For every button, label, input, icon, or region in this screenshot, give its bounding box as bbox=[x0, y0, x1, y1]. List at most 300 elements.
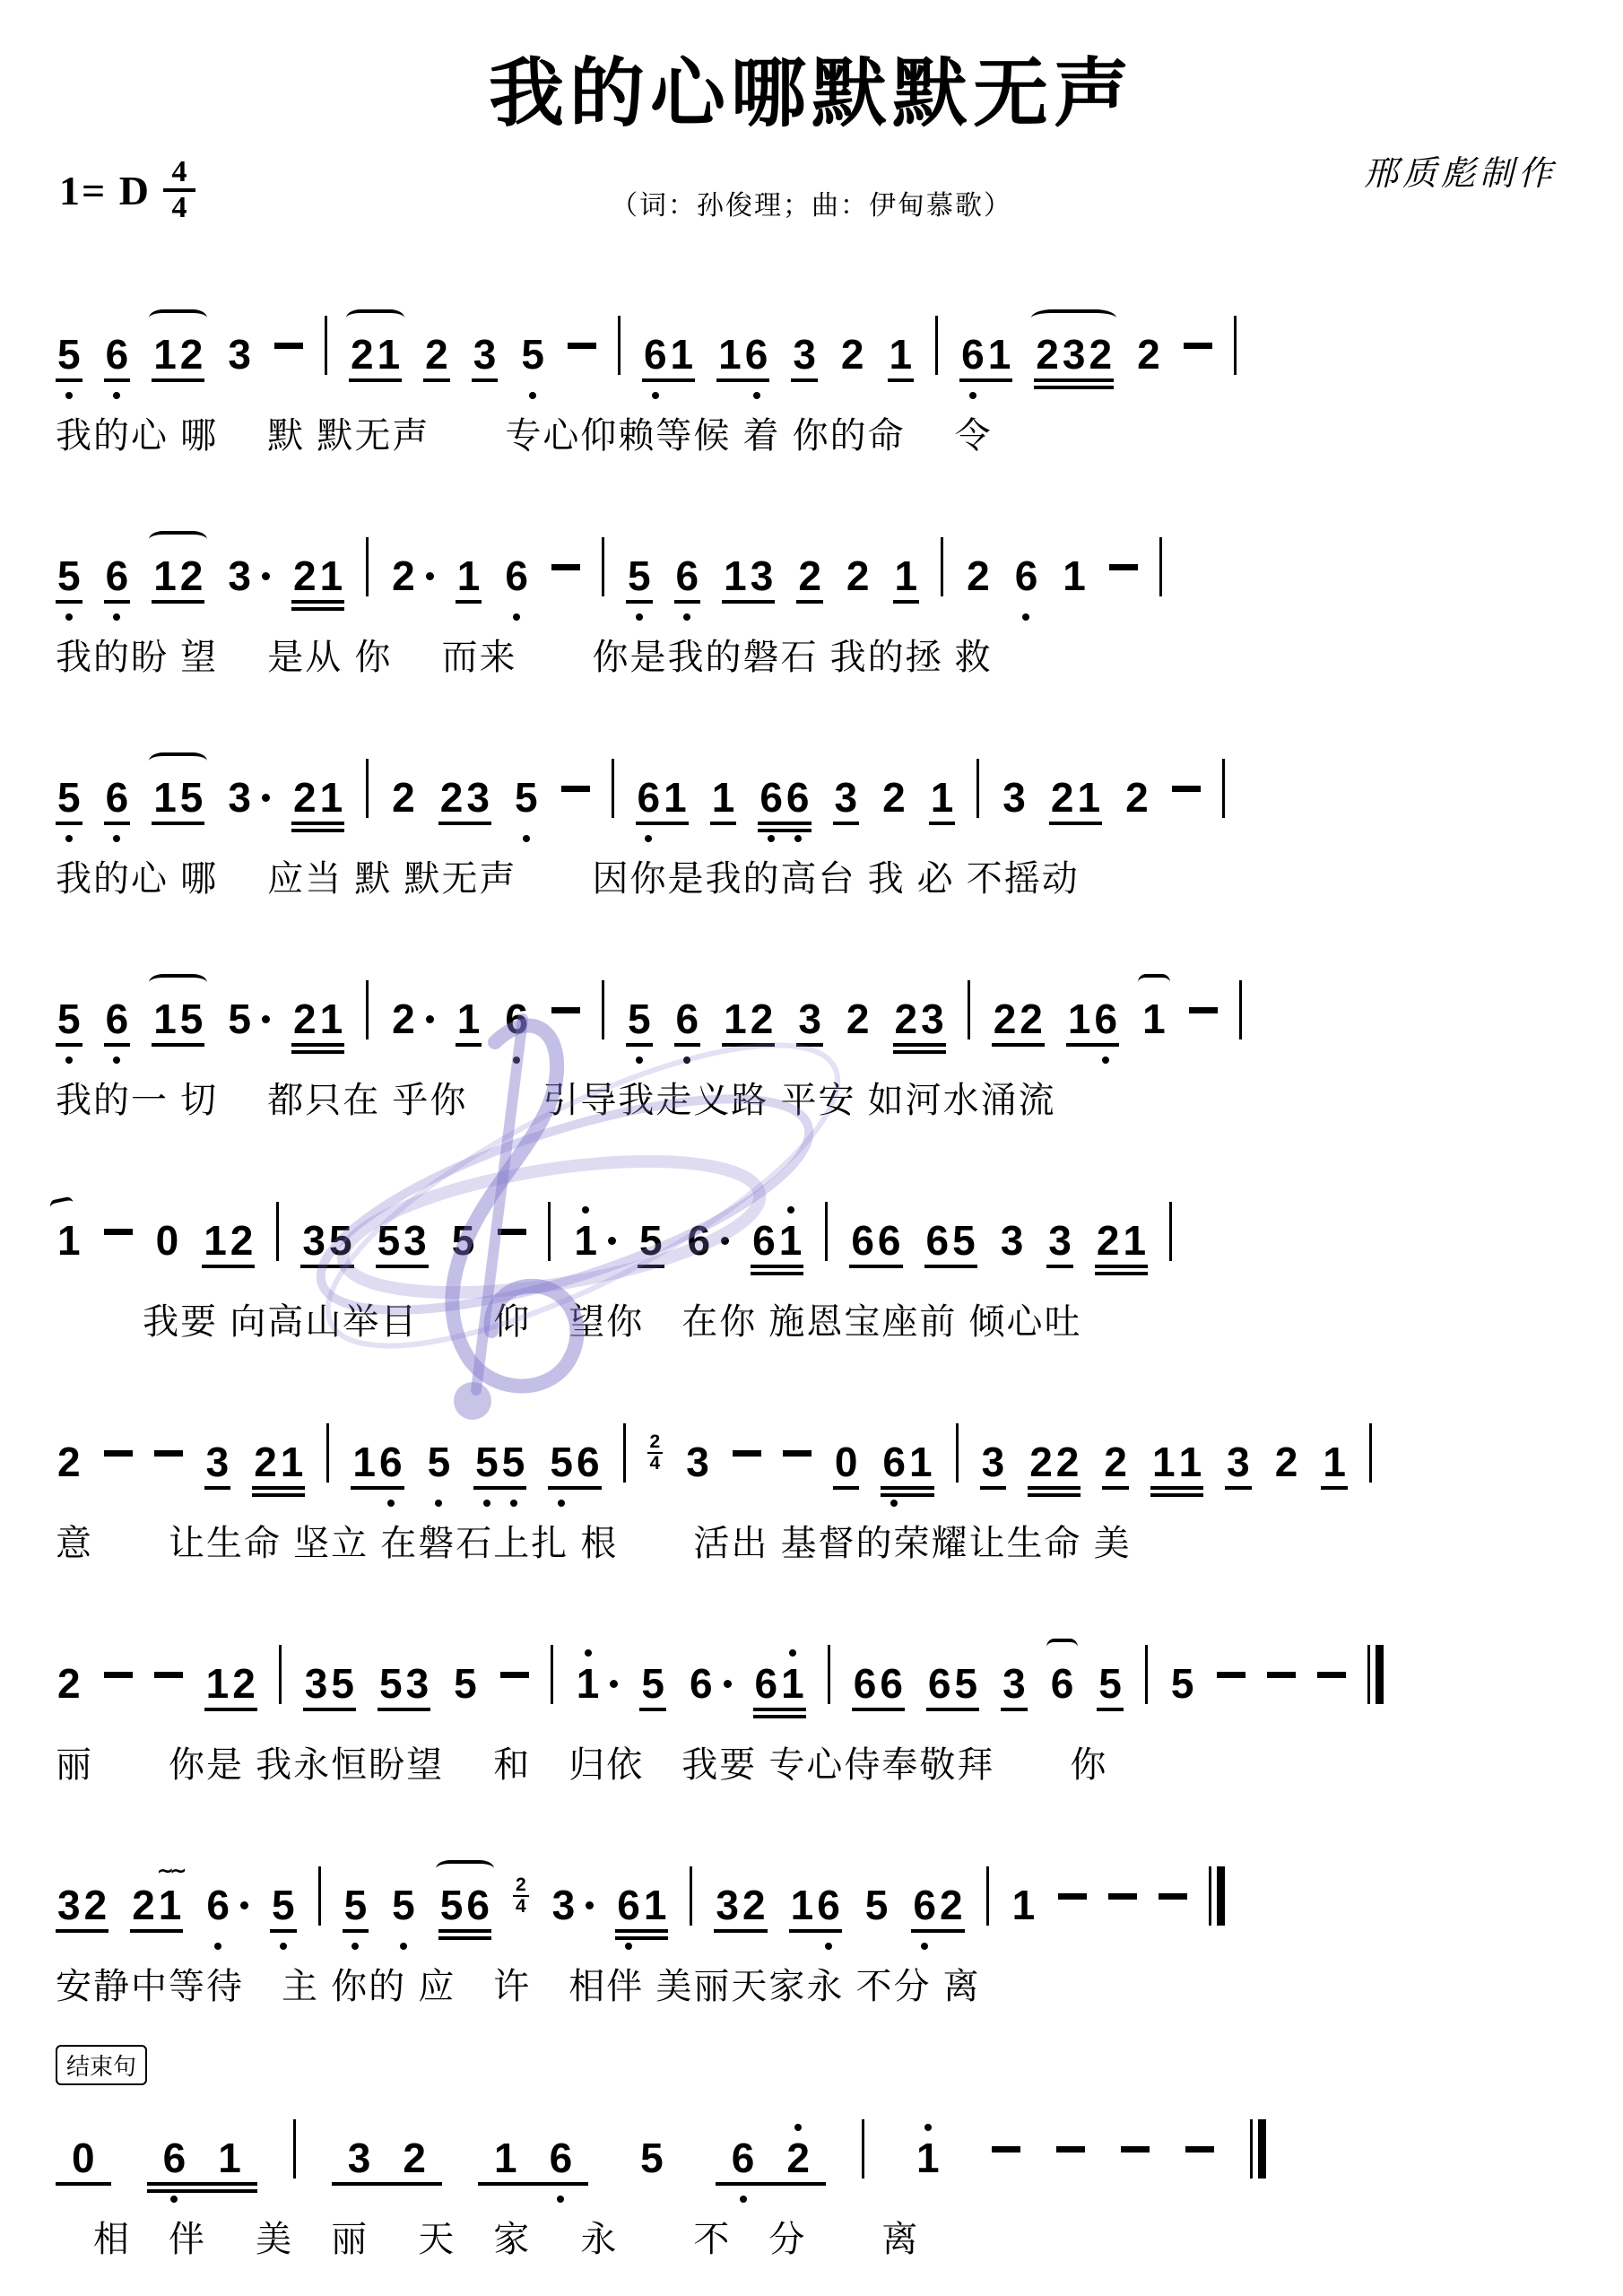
note-digit: 1 bbox=[724, 552, 747, 600]
note-digit: 1 ∼∼ bbox=[157, 1859, 184, 1929]
score-system bbox=[56, 1839, 1567, 2009]
barline bbox=[293, 2119, 296, 2179]
note-digit: 6 bbox=[105, 996, 129, 1043]
beam-line bbox=[423, 378, 450, 382]
note-digit: 1 bbox=[1077, 774, 1101, 822]
score-system bbox=[56, 953, 1567, 1123]
note-group bbox=[519, 331, 546, 378]
note-digit: 1 bbox=[1142, 996, 1166, 1043]
note-group bbox=[56, 1882, 108, 1929]
note-digit: 2 bbox=[798, 552, 821, 600]
augmentation-dot bbox=[262, 1015, 270, 1023]
note-group bbox=[1169, 1660, 1196, 1708]
note-digit: 6 bbox=[162, 2135, 187, 2182]
note-digit: 1 bbox=[319, 552, 343, 600]
note-digit: 1 bbox=[576, 1660, 600, 1708]
note-digit: 6 bbox=[105, 552, 129, 600]
note-digit: 3 bbox=[551, 1882, 576, 1929]
barline bbox=[941, 537, 943, 596]
note-group bbox=[1049, 1660, 1076, 1708]
note-group bbox=[438, 1882, 491, 1929]
beam-line bbox=[351, 1486, 404, 1490]
note-group bbox=[130, 1859, 184, 1929]
notation-line bbox=[56, 1839, 1567, 1952]
beam-line bbox=[1097, 1708, 1124, 1711]
beam-line bbox=[722, 600, 775, 604]
note-group bbox=[1273, 1439, 1300, 1486]
note-group bbox=[104, 331, 131, 378]
note-group bbox=[924, 1217, 977, 1265]
key-signature bbox=[59, 156, 195, 224]
notation-line bbox=[56, 1175, 1567, 1288]
note-digit: 6 bbox=[206, 1882, 230, 1929]
note-digit: 1 bbox=[889, 331, 913, 378]
duration-dash bbox=[568, 343, 596, 349]
note-digit: 5 bbox=[331, 1660, 354, 1708]
note-group bbox=[226, 774, 270, 822]
beam-line bbox=[753, 1715, 806, 1718]
note-group bbox=[714, 1882, 767, 1929]
beam-line bbox=[1001, 1708, 1028, 1711]
note-digit: 2 bbox=[1137, 331, 1160, 378]
beam-line bbox=[130, 1929, 183, 1933]
beam-line bbox=[710, 822, 737, 825]
notation-line bbox=[56, 953, 1567, 1066]
note-digit: 2 bbox=[292, 996, 317, 1043]
note-digit: 3 bbox=[793, 331, 816, 378]
note-group bbox=[503, 996, 530, 1043]
note-digit: 2 bbox=[1125, 774, 1149, 822]
note-group bbox=[390, 1882, 417, 1929]
note-group bbox=[270, 1882, 297, 1929]
note-digit: 3 bbox=[347, 2135, 371, 2182]
beam-line bbox=[642, 378, 695, 382]
barline bbox=[986, 1866, 989, 1926]
note-digit: 1 bbox=[1323, 1439, 1346, 1486]
beam-line bbox=[980, 1486, 1007, 1490]
note-digit: 5 bbox=[377, 1217, 401, 1265]
barline bbox=[279, 1645, 282, 1704]
tie-arc bbox=[149, 752, 207, 770]
beam-line bbox=[716, 2182, 826, 2186]
beam-line bbox=[343, 1929, 369, 1933]
note-digit: 3 bbox=[834, 774, 858, 822]
duration-dash bbox=[561, 786, 590, 792]
barline bbox=[976, 759, 979, 818]
note-digit: 2 bbox=[882, 774, 906, 822]
note-digit: 6 bbox=[817, 1882, 840, 1929]
duration-dash bbox=[992, 2146, 1020, 2152]
beam-line bbox=[881, 1493, 933, 1497]
note-digit: 3 bbox=[405, 1660, 430, 1708]
beam-line bbox=[56, 378, 82, 382]
beam-line bbox=[202, 1265, 255, 1268]
note-digit: 1 bbox=[153, 552, 177, 600]
beam-line bbox=[152, 600, 204, 604]
beam-line bbox=[626, 1043, 653, 1047]
note-digit: 1 bbox=[456, 996, 481, 1043]
note-digit: 6 bbox=[785, 774, 810, 822]
beam-line bbox=[615, 1929, 668, 1933]
duration-dash bbox=[500, 1672, 529, 1678]
beam-line bbox=[1034, 378, 1114, 382]
beam-line bbox=[1066, 1043, 1119, 1047]
note-digit: 1 bbox=[781, 1660, 804, 1708]
note-digit: 2 bbox=[1089, 331, 1113, 378]
note-digit: 2 bbox=[350, 331, 374, 378]
final-barline bbox=[1250, 2119, 1266, 2179]
beam-line bbox=[1028, 1493, 1081, 1497]
note-group bbox=[1097, 1660, 1124, 1708]
note-digit: 6 bbox=[853, 1660, 877, 1708]
beam-line bbox=[833, 822, 860, 825]
note-group bbox=[204, 1660, 257, 1708]
note-group bbox=[291, 552, 344, 600]
beam-line bbox=[270, 1929, 297, 1933]
note-group bbox=[642, 331, 695, 378]
beam-line bbox=[929, 822, 956, 825]
note-digit: 3 bbox=[228, 552, 251, 600]
barline bbox=[690, 1866, 692, 1926]
note-group bbox=[390, 552, 434, 600]
note-digit: 2 bbox=[840, 331, 864, 378]
note-digit: 1 bbox=[204, 1217, 227, 1265]
duration-dash bbox=[783, 1450, 812, 1457]
note-digit: 5 bbox=[228, 996, 251, 1043]
note-digit: 2 bbox=[439, 774, 464, 822]
note-group bbox=[56, 1660, 82, 1708]
beam-line bbox=[716, 378, 769, 382]
note-digit: 2 bbox=[1104, 1439, 1127, 1486]
note-group bbox=[503, 552, 530, 600]
note-digit: 5 bbox=[550, 1439, 573, 1486]
note-digit: 2 bbox=[993, 996, 1017, 1043]
beam-line bbox=[911, 1929, 964, 1933]
note-group bbox=[56, 2135, 111, 2182]
tie-arc bbox=[1138, 974, 1170, 991]
beam-line bbox=[636, 822, 689, 825]
note-group bbox=[852, 1660, 905, 1708]
beam-line bbox=[751, 1265, 803, 1268]
note-group bbox=[202, 1217, 255, 1265]
note-digit: 2 bbox=[425, 331, 448, 378]
note-digit: 1 bbox=[1151, 1439, 1176, 1486]
beam-line bbox=[722, 1043, 775, 1047]
note-digit: 6 bbox=[576, 1439, 600, 1486]
beam-line bbox=[791, 378, 818, 382]
barline bbox=[551, 1645, 553, 1704]
barline bbox=[862, 2119, 864, 2179]
augmentation-dot bbox=[262, 794, 270, 802]
duration-dash bbox=[551, 1007, 580, 1013]
note-group bbox=[796, 996, 823, 1043]
note-digit: 2 bbox=[292, 552, 317, 600]
beam-line bbox=[56, 1929, 108, 1933]
note-digit: 1 bbox=[643, 1882, 667, 1929]
augmentation-dot bbox=[240, 1901, 248, 1909]
note-digit: 5 bbox=[864, 1882, 889, 1929]
note-group bbox=[152, 331, 204, 378]
beam-line bbox=[291, 1050, 344, 1054]
barline bbox=[1369, 1423, 1372, 1483]
beam-line bbox=[881, 1486, 933, 1490]
note-group bbox=[426, 1439, 453, 1486]
beam-line bbox=[56, 822, 82, 825]
note-group bbox=[992, 996, 1045, 1043]
note-digit: 6 bbox=[505, 996, 528, 1043]
augmentation-dot bbox=[721, 1237, 729, 1245]
beam-line bbox=[438, 822, 491, 825]
note-digit: 6 bbox=[877, 1217, 901, 1265]
duration-dash bbox=[1056, 2146, 1085, 2152]
note-group bbox=[684, 1439, 711, 1486]
beam-line bbox=[638, 1265, 664, 1268]
note-group bbox=[674, 552, 701, 600]
note-digit: 6 bbox=[1094, 996, 1118, 1043]
duration-dash bbox=[1121, 2146, 1150, 2152]
ending-label-badge: 结束句 bbox=[56, 2045, 147, 2085]
beam-line bbox=[1225, 1486, 1252, 1490]
beam-line bbox=[456, 1043, 482, 1047]
note-digit: 3 bbox=[750, 552, 774, 600]
note-digit: 1 bbox=[218, 2135, 241, 2182]
note-group bbox=[796, 552, 823, 600]
note-digit: 2 bbox=[254, 1439, 277, 1486]
note-group bbox=[638, 1217, 664, 1265]
note-group bbox=[349, 331, 402, 378]
note-group bbox=[864, 1882, 890, 1929]
beam-line bbox=[758, 829, 811, 832]
note-digit: 1 bbox=[909, 1439, 933, 1486]
final-barline bbox=[1209, 1866, 1225, 1926]
duration-dash bbox=[274, 343, 303, 349]
note-digit: 2 bbox=[742, 1882, 766, 1929]
tie-arc bbox=[1046, 1639, 1079, 1656]
note-group bbox=[390, 774, 417, 822]
beam-line bbox=[1049, 822, 1102, 825]
note-digit: 1 bbox=[916, 2135, 940, 2182]
note-digit: 6 bbox=[505, 552, 528, 600]
beam-line bbox=[473, 1486, 526, 1490]
beam-line bbox=[104, 600, 131, 604]
sheet-header bbox=[56, 144, 1567, 249]
note-digit: 6 bbox=[549, 2135, 573, 2182]
note-digit: 2 bbox=[1096, 1217, 1120, 1265]
beam-line bbox=[291, 607, 344, 611]
note-digit: 6 bbox=[880, 1660, 903, 1708]
beam-line bbox=[758, 822, 811, 825]
tie-arc bbox=[149, 309, 207, 326]
note-group bbox=[376, 1217, 429, 1265]
note-digit: 5 bbox=[343, 1882, 368, 1929]
note-digit: 3 bbox=[981, 1439, 1005, 1486]
note-digit: 3 bbox=[921, 996, 944, 1043]
note-group bbox=[291, 774, 344, 822]
note-group bbox=[1124, 774, 1150, 822]
note-group bbox=[686, 1217, 730, 1265]
beam-line bbox=[472, 378, 499, 382]
beam-line bbox=[204, 1486, 231, 1490]
beam-line bbox=[1102, 1486, 1129, 1490]
note-group bbox=[452, 1660, 479, 1708]
note-digit: 6 bbox=[617, 1882, 640, 1929]
note-digit: 5 bbox=[179, 996, 204, 1043]
note-digit: 2 bbox=[403, 2135, 426, 2182]
note-digit: 1 bbox=[790, 1882, 814, 1929]
barline bbox=[366, 980, 369, 1039]
score-system bbox=[56, 2092, 1567, 2262]
note-group bbox=[716, 2135, 826, 2182]
note-group bbox=[1066, 996, 1119, 1043]
duration-dash bbox=[733, 1450, 761, 1457]
time-signature-inline: 2 4 bbox=[513, 1875, 529, 1917]
score-system bbox=[56, 510, 1567, 680]
note-digit: 5 bbox=[514, 774, 538, 822]
note-digit: 5 bbox=[501, 1439, 525, 1486]
note-digit: 1 bbox=[1067, 996, 1091, 1043]
note-digit: 6 bbox=[882, 1439, 906, 1486]
barline bbox=[1145, 1645, 1148, 1704]
note-group bbox=[1001, 1660, 1028, 1708]
note-digit: 6 bbox=[466, 1882, 490, 1929]
augmentation-dot bbox=[724, 1680, 732, 1688]
note-digit: 1 bbox=[153, 331, 177, 378]
beam-line bbox=[303, 1708, 356, 1711]
augmentation-dot bbox=[426, 1015, 434, 1023]
duration-dash bbox=[498, 1229, 526, 1235]
note-group bbox=[456, 552, 482, 600]
score-systems bbox=[56, 289, 1567, 2262]
tie-arc bbox=[149, 531, 207, 548]
beam-line bbox=[152, 1043, 204, 1047]
note-digit: 6 bbox=[1014, 552, 1038, 600]
duration-dash bbox=[104, 1450, 133, 1457]
note-digit: 5 bbox=[57, 552, 81, 600]
note-group bbox=[893, 552, 920, 600]
note-group bbox=[833, 774, 860, 822]
barline bbox=[825, 1202, 828, 1261]
beam-line bbox=[349, 378, 402, 382]
note-group bbox=[56, 1439, 82, 1486]
note-digit: 3 bbox=[57, 1882, 81, 1929]
note-digit: 3 bbox=[1062, 331, 1086, 378]
note-digit: 2 bbox=[1274, 1439, 1298, 1486]
note-digit: 3 bbox=[1227, 1439, 1250, 1486]
note-digit: 5 bbox=[641, 1660, 664, 1708]
note-group bbox=[300, 1217, 353, 1265]
song-title: 我的心哪默默无声 bbox=[488, 48, 1134, 137]
note-group bbox=[303, 1660, 356, 1708]
producer: 邢质彪制作 bbox=[1363, 153, 1557, 194]
duration-dash bbox=[1109, 564, 1138, 570]
note-digit: 1 bbox=[987, 331, 1011, 378]
beam-line bbox=[1034, 386, 1114, 389]
beam-line bbox=[796, 1043, 823, 1047]
note-digit: 5 bbox=[521, 331, 544, 378]
note-group bbox=[226, 996, 270, 1043]
lyrics-line: 我要 向高山举目 仰 望你 在你 施恩宝座前 倾心吐 bbox=[56, 1302, 1082, 1343]
note-digit: 0 bbox=[72, 2135, 95, 2182]
note-group bbox=[845, 552, 872, 600]
note-group bbox=[1135, 331, 1162, 378]
note-digit: 1 bbox=[205, 1660, 230, 1708]
duration-dash bbox=[1217, 1672, 1245, 1678]
beam-line bbox=[104, 378, 131, 382]
barline bbox=[623, 1423, 626, 1483]
note-group bbox=[1102, 1439, 1129, 1486]
notation-line bbox=[56, 2092, 1567, 2205]
tie-arc bbox=[436, 1860, 494, 1877]
augmentation-dot bbox=[426, 572, 434, 580]
beam-line bbox=[888, 378, 915, 382]
note-digit: 1 bbox=[493, 2135, 517, 2182]
note-digit: 2 bbox=[939, 1882, 963, 1929]
note-digit: 5 bbox=[627, 552, 651, 600]
note-digit: 1 bbox=[711, 774, 735, 822]
note-digit: 3 bbox=[1002, 774, 1026, 822]
beam-line bbox=[104, 822, 131, 825]
barline bbox=[325, 316, 327, 375]
note-digit: 5 bbox=[328, 1217, 352, 1265]
barline bbox=[366, 537, 369, 596]
beam-line bbox=[204, 1708, 257, 1711]
duration-dash bbox=[1317, 1672, 1346, 1678]
beam-line bbox=[147, 2189, 257, 2193]
note-group bbox=[758, 774, 811, 822]
note-digit: 5 bbox=[392, 1882, 415, 1929]
barline bbox=[956, 1423, 959, 1483]
note-group bbox=[226, 552, 270, 600]
beam-line bbox=[796, 600, 823, 604]
note-digit: 6 bbox=[927, 1660, 951, 1708]
barline bbox=[1239, 980, 1242, 1039]
notation-line bbox=[56, 510, 1567, 623]
note-digit: 6 bbox=[851, 1217, 874, 1265]
note-digit: 2 bbox=[1020, 996, 1043, 1043]
note-group bbox=[626, 996, 653, 1043]
beam-line bbox=[378, 1708, 430, 1711]
note-digit: 2 bbox=[392, 552, 415, 600]
note-group bbox=[888, 331, 915, 378]
note-digit: 5 bbox=[427, 1439, 451, 1486]
duration-dash bbox=[154, 1450, 183, 1457]
credits: （词：孙俊理；曲：伊甸慕歌） bbox=[611, 190, 1012, 222]
note-digit: 1 bbox=[456, 552, 481, 600]
note-group bbox=[152, 552, 204, 600]
beam-line bbox=[714, 1929, 767, 1933]
note-group bbox=[572, 1217, 616, 1265]
duration-dash bbox=[1159, 1893, 1187, 1900]
beam-line bbox=[104, 1043, 131, 1047]
note-group bbox=[1095, 1217, 1148, 1265]
note-group bbox=[926, 1660, 979, 1708]
beam-line bbox=[674, 1043, 701, 1047]
note-group bbox=[438, 774, 491, 822]
note-digit: 1 bbox=[894, 552, 918, 600]
note-group bbox=[252, 1439, 305, 1486]
barline bbox=[968, 980, 970, 1039]
note-digit: 5 bbox=[451, 1217, 475, 1265]
note-group bbox=[152, 774, 204, 822]
note-digit: 3 bbox=[798, 996, 821, 1043]
beam-line bbox=[893, 1043, 946, 1047]
barline bbox=[602, 537, 604, 596]
beam-line bbox=[893, 1050, 946, 1054]
note-digit: 1 bbox=[319, 996, 343, 1043]
note-digit: 5 bbox=[57, 996, 81, 1043]
beam-line bbox=[992, 1043, 1045, 1047]
note-digit: 5 bbox=[952, 1217, 976, 1265]
